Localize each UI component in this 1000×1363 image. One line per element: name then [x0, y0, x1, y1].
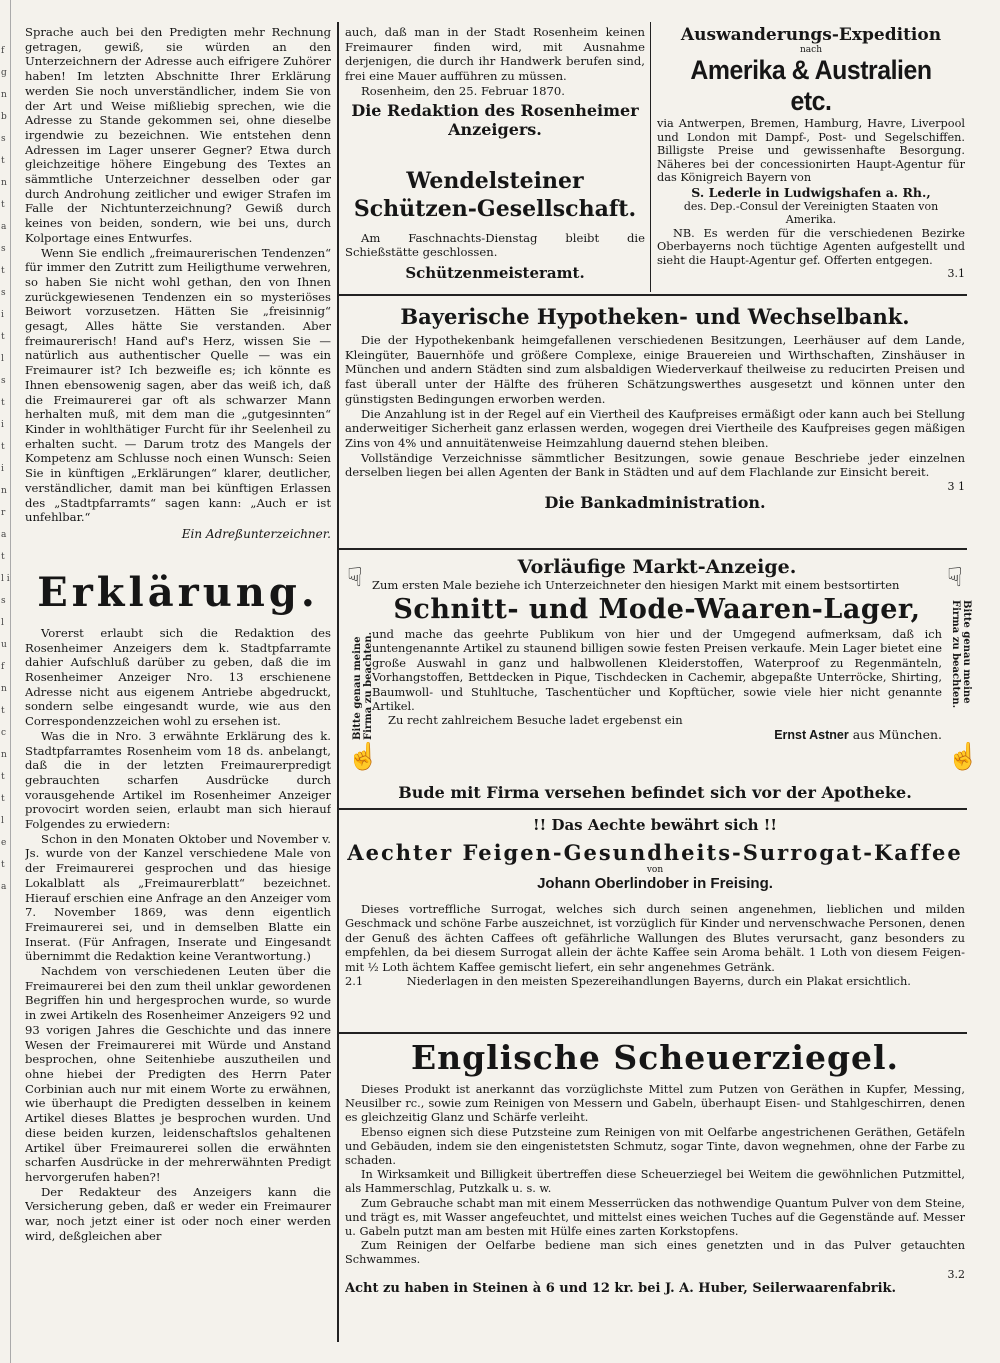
erklaerung-paragraph: Vorerst erlaubt sich die Redaktion des Rosenheimer Anzeigers dem k. Stadtpfarramte dahier Aufschluß darüber zu geben, daß die im Rosenheimer Anzeiger Nro. 13 erschienene Adresse nicht aus eigenem Antriebe abgedruckt, sondern selbe eingesandt wurde, wie aus den Correspondenzzeichen wohl zu ersehen ist. [25, 625, 331, 729]
kaffee-maker: Johann Oberlindober in Freising. [537, 875, 773, 892]
erklaerung-paragraph: Nachdem von verschiedenen Leuten über die Freimaurerei bei den zum theil unklar gewordenen Begriffen hin und hergesprochen wurde, so wurde in zwei Artikeln des Rosenheimer Anzeigers 92 und 93 vorigen Jahres die Geschichte und das innere Wesen der Freimaurerei mit Würde und Anstand besprochen, ohne Seitenhiebe auszutheilen und ohne hiebei der Predigten des Herrn Pater Corbinian auch nur mit einem Worte zu erwähnen, wie überhaupt die Predigten desselben in keinem Artikel dieses Blattes je besprochen wurden. Und diese beiden kurzen, leidenschaftslos gehaltenen Artikel über Freimaurerei sollen die erwähnten scharfen Ausdrücke in der mehrerwähnten Predigt hervorgerufen haben?! [25, 964, 331, 1184]
erklaerung-paragraph: Der Redakteur des Anzeigers kann die Versicherung geben, daß er weder ein Freimaurer war, noch jetzt einer ist oder noch einer werden wird, deßgleichen aber [25, 1184, 331, 1243]
auswanderung-destinations: Amerika & Australien etc. [690, 55, 932, 116]
scheuerziegel-paragraph: Ebenso eignen sich diese Putzsteine zum Reinigen von mit Oelfarbe angestrichenen Geräthen, Getäfeln und Gebäuden, indem sie den eingenistetsten Schmutz, sogar Tinte, davon wegnehmen, ohne der Farbe zu schaden. [345, 1125, 965, 1168]
auswanderung-nb: NB. Es werden für die verschiedenen Bezirke Oberbayerns noch tüchtige Agenten aufgestellt und sieht die Haupt-Agentur gef. Offerten entgegen. [657, 226, 965, 267]
section-rule [339, 1032, 967, 1034]
bank-signature: Die Bankadministration. [544, 493, 766, 513]
auswanderung-title: Auswanderungs-Expedition [680, 25, 942, 45]
pointing-hand-icon: ☟ [347, 563, 363, 593]
column-rule-left [337, 22, 339, 1342]
section-rule [339, 548, 967, 550]
ad-number: 3.1 [947, 267, 965, 280]
side-note-right: Bitte genau meine Firma zu beachten. [950, 600, 972, 709]
kaffee-text: Dieses vortreffliche Surrogat, welches sich durch seinen angenehmen, lieblichen und milden Geschmack und schöne Farbe auszeichnet, ist vorzüglich für Kinder und nervenschwache Personen, denen der Genuß des ächten Caffees oft gefährliche Wallungen des Blutes verursacht, ganz besonders zu empfehlen, da bei diesem Surrogat allein der ächte Kaffee sein Aroma behält. 1 Loth von diesem Feigen- mit ½ Loth ächtem Kaffee gemischt liefert, ein sehr angenehmes Getränk. [345, 902, 965, 974]
erklaerung-paragraph: Schon in den Monaten Oktober und November v. Js. wurde von der Kanzel verschiedene Male von der Freimaurerei gesprochen und das hiesige Lokalblatt als „Freimaurerblatt“ bezeichnet. Hierauf erschien eine Anfrage an den Anzeiger vom 7. November 1869, was denn eigentlich Freimaurerei sei, und in demselben Blatte ein Inserat. (Für Anfragen, Inserate und Eingesandt übernimmt die Redaktion keine Verantwortung.) [25, 831, 331, 964]
redaktion-signature: Die Redaktion des Rosenheimer Anzeigers. [351, 100, 639, 139]
section-rule [339, 808, 967, 810]
pointing-hand-icon: ☝ [947, 742, 980, 772]
letter-paragraph: Sprache auch bei den Predigten mehr Rechnung getragen, gewiß, sie würden an den Unterzeichnern der Adresse auch eifrigere Zuhörer haben! Im letzten Abschnitte Ihrer Erklärung werden Sie noch unverständlicher, indem Sie von der Art und Weise mißliebig sprechen, wie die Adresse zu Stande gekommen sei, ohne dieselbe irgendwie zu bezeichnen. Wie entstehen denn Adressen im Lager unserer Gegner? Etwa durch gleichzeitige höhere Eingebung des Textes an sämmtliche Unterzeichner desselben oder gar durch Androhung zeitlicher und ewiger Strafen im Falle der Nichtunterzeichnung? Gewiß durch keines von beiden, sondern, wie bei uns, durch Kolportage eines Entwurfes. [25, 25, 331, 245]
merchant-name: Ernst Astner [774, 728, 849, 743]
markt-text: und mache das geehrte Publikum von hier und der Umgegend aufmerksam, daß ich untengenannte Artikel zu staunend billigen sowie festen Preisen verkaufe. Mein Lager bietet eine große Auswahl in ganz und halbwollenen Kleiderstoffen, Waterproof zu Regenmänteln, Vorhangstoffen, Bettdecken in Pique, Tischdecken in Cachemir, abgepaßte Unterröcke, Shirting, Baumwoll- und Stuhltuche, Taschentücher und Kopftücher, sowie viele hier nicht genannte Artikel. [372, 627, 942, 714]
bank-title: Bayerische Hypotheken- und Wechselbank. [400, 304, 910, 329]
dateline: Rosenheim, den 25. Februar 1870. [361, 83, 565, 98]
schuetzen-text: Am Faschnachts-Dienstag bleibt die Schießstätte geschlossen. [345, 230, 645, 260]
merchant-origin: aus München. [852, 727, 942, 743]
erklaerung-paragraph: Was die in Nro. 3 erwähnte Erklärung des k. Stadtpfarramtes Rosenheim vom 18 ds. anbelangt, daß die in der letzten Freimaurerpredigt gebrauchten scharfen Ausdrücke durch vorausgehende Artikel im Rosenheimer Anzeiger provocirt worden seien, erlaubt man sich hierauf Folgendes zu erwiedern: [25, 728, 331, 832]
left-margin-strip [0, 0, 11, 1363]
letter-signature: Ein Adreßunterzeichner. [181, 526, 331, 541]
column-rule-right [650, 22, 651, 292]
ad-number: 3.2 [947, 1267, 965, 1281]
margin-fragment-letters: f g n b s t n t a s t s i t l s t i t i n r a t l i s l u f n t c n t t l e t a [1, 46, 10, 892]
markt-ad [372, 556, 942, 806]
markt-intro: Zum ersten Male beziehe ich Unterzeichneter den hiesigen Markt mit einem bestsortirten [372, 578, 900, 592]
pointing-hand-icon: ☟ [947, 563, 963, 593]
bank-paragraph: Die der Hypothekenbank heimgefallenen verschiedenen Besitzungen, Leerhäuser auf dem Lande, Kleingüter, Bauernhöfe und größere Complexe, einige Brauereien und Wirthschaften, Zinshäuser in München und andern Städten sind zum alsbaldigen Wiederverkauf theilweise zu reducirten Preisen und fast überall unter der Hälfte des früheren Schätzungswerthes ausgesetzt und können unter den günstigsten Bedingungen erworben werden. [345, 333, 965, 406]
column-left [25, 25, 331, 1345]
scheuerziegel-paragraph: Zum Reinigen der Oelfarbe bediene man sich eines genetzten und in das Pulver getauchten Schwammes. [345, 1239, 965, 1267]
markt-merchant [372, 727, 942, 742]
bank-paragraph: Die Anzahlung ist in der Regel auf ein Viertheil des Kaufpreises ermäßigt oder kann auch bei Stellung anderweitiger Sicherheit ganz erlassen werden, wogegen drei Viertheile des Kaufpreises gegen mäßigen Zins von 4% und annuitätenweise Heimzahlung dauernd stehen bleiben. [345, 406, 965, 450]
scheuerziegel-ad [345, 1038, 965, 1348]
scheuerziegel-paragraph: Dieses Produkt ist anerkannt das vorzüglichste Mittel zum Putzen von Geräthen in Kupfer, Messing, Neusilber rc., sowie zum Reinigen von Messern und Gabeln, überhaupt Eisen- und Stahlgeschirren, denen es gleichzeitig Glanz und Schärfe verleiht. [345, 1083, 965, 1125]
schuetzen-signature: Schützenmeisteramt. [405, 263, 585, 282]
erklaerung-title: Erklärung. [37, 568, 319, 616]
kaffee-title: Aechter Feigen-Gesundheits-Surrogat-Kaffee [347, 840, 963, 865]
column-middle-top [345, 25, 645, 295]
ad-number: 2.1 [345, 974, 364, 989]
article-continuation: auch, daß man in der Stadt Rosenheim keinen Freimaurer finden wird, mit Ausnahme derjenigen, die durch ihr Handwerk berufen sind, frei eine Mauer aufführen zu müssen. [345, 25, 645, 84]
bank-paragraph: Vollständige Verzeichnisse sämmtlicher Besitzungen, sowie genaue Beschriebe jeder einzelnen derselben liegen bei allen Agenten der Bank in Städten und auf dem Flachlande zur Einsicht bereit. [345, 450, 965, 480]
auswanderung-nach: nach [800, 45, 822, 55]
kaffee-header: !! Das Aechte bewährt sich !! [533, 816, 777, 834]
scheuerziegel-title: Englische Scheuerziegel. [410, 1038, 900, 1077]
agent-title: des. Dep.-Consul der Vereinigten Staaten von Amerika. [683, 199, 939, 226]
side-note-left: Bitte genau meine Firma zu beachten. [352, 631, 374, 740]
markt-invite: Zu recht zahlreichem Besuche ladet ergebenst ein [388, 713, 683, 728]
scheuerziegel-paragraph: Zum Gebrauche schabt man mit einem Messerrücken das nothwendige Quantum Pulver von dem Steine, und trägt es, mit Wasser angefeuchtet, und mittelst eines weichen Tuches auf die Gegenstände auf. Messer u. Gabeln putzt man am besten mit Hülfe eines zarten Korkstopfens. [345, 1196, 965, 1239]
kaffee-ad [345, 816, 965, 1031]
ad-number: 3 1 [947, 480, 965, 494]
kaffee-depot: Niederlagen in den meisten Spezereihandlungen Bayerns, durch ein Plakat ersichtlich. [406, 974, 911, 989]
kaffee-footer [345, 974, 965, 988]
letter-paragraph: Wenn Sie endlich „freimaurerischen Tendenzen“ für immer den Zutritt zum Heiligthume verwehren, so haben Sie nicht wohl gethan, den von Ihnen zurückgewiesenen Tendenzen ein so mysteriöses Beiwort vorzusetzen. Hätten Sie „freisinnig“ gesagt, Alles hätte Sie verstanden. Aber freimaurerisch! Hand auf's Herz, wissen Sie — natürlich aus authentischer Quelle — was ein Freimaurer ist? Ich bezweifle es; ich könnte es Ihnen ebensowenig sagen, aber das weiß ich, daß die Freimaurerei gar oft als schwarzer Mann herhalten muß, mit dem man die „gutgesinnten“ Kinder in wohlthätiger Furcht für ihr Seelenheil zu erhalten sucht. — Darum trotz des Mangels der Kompetenz am Schlusse noch einen Wunsch: Seien Sie in künftigen „Erklärungen“ klarer, deutlicher, verständlicher, damit man bei künftigen Erlassen des „Stadtpfarramts“ sagen kann: „Auch er ist unfehlbar.“ [25, 245, 331, 525]
markt-booth: Bude mit Firma versehen befindet sich vor der Apotheke. [398, 783, 912, 802]
pointing-hand-icon: ☝ [347, 742, 380, 772]
markt-title: Vorläufige Markt-Anzeige. [517, 556, 797, 578]
bank-ad [345, 304, 965, 544]
schuetzen-title: Wendelsteiner Schützen-Gesellschaft. [353, 167, 637, 222]
column-right-top [657, 25, 965, 293]
kaffee-von: von [646, 865, 664, 875]
section-rule [339, 294, 967, 296]
markt-headline: Schnitt- und Mode-Waaren-Lager, [393, 594, 921, 625]
auswanderung-text: via Antwerpen, Bremen, Hamburg, Havre, Liverpool und London mit Dampf-, Post- und Segelschiffen. Billigste Preise und gewissenhafte Besorgung. Näheres bei der concessionirten Haupt-Agentur für das Königreich Bayern von [657, 117, 965, 184]
agent-name: S. Lederle in Ludwigshafen a. Rh., [691, 184, 931, 200]
scheuerziegel-paragraph: In Wirksamkeit und Billigkeit übertreffen diese Scheuerziegel bei Weitem die gewöhnlichen Putzmittel, als Hammerschlag, Putzkalk u. s. w. [345, 1168, 965, 1196]
scheuerziegel-footer: Acht zu haben in Steinen à 6 und 12 kr. bei J. A. Huber, Seilerwaarenfabrik. [345, 1280, 897, 1296]
